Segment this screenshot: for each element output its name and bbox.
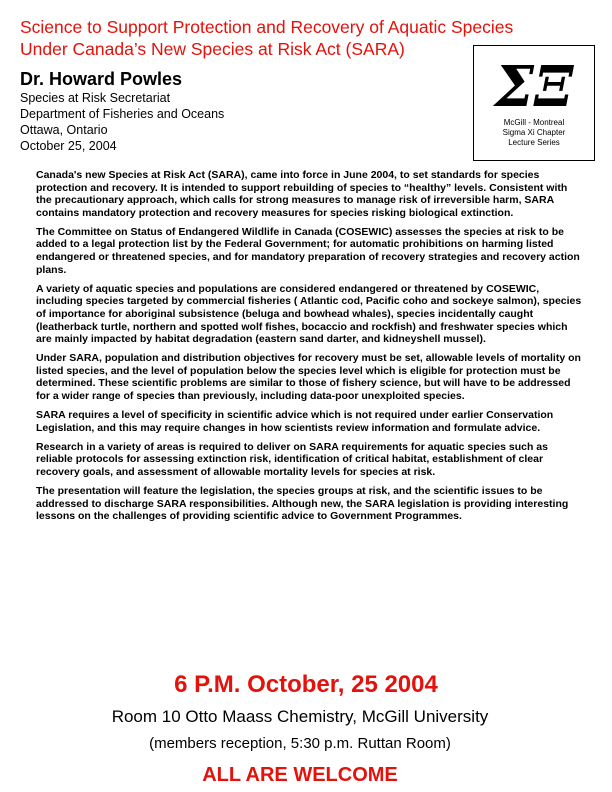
logo-caption-line: Sigma Xi Chapter xyxy=(502,128,566,137)
event-time: 6 P.M. October, 25 2004 xyxy=(174,671,438,698)
abstract-paragraph: Research in a variety of areas is required to deliver on SARA requirements for aquatic species such as reliable protocols for assessing extinction risk, identification of critical habitat, establishment of clear recovery goals, and assessment of allowable mortality levels for species at risk. xyxy=(36,440,548,478)
event-location: Room 10 Otto Maass Chemistry, McGill University xyxy=(111,707,489,726)
affiliation-line: Species at Risk Secretariat xyxy=(20,91,171,105)
abstract-paragraph: The Committee on Status of Endangered Wildlife in Canada (COSEWIC) assesses the species at risk to be added to a legal protection list by the Federal Government; for automatic prohibitions on harming listed endangered or threatened species, and for mandatory preparation of recovery strategies and recovery action plans. xyxy=(36,225,580,276)
speaker-name: Dr. Howard Powles xyxy=(20,69,183,89)
sigma-xi-symbol xyxy=(486,56,582,114)
logo-caption xyxy=(474,118,594,148)
title-line-1: Science to Support Protection and Recovery of Aquatic Species xyxy=(20,17,514,37)
abstract-paragraph: SARA requires a level of specificity in scientific advice which is not required under earlier Conservation Legislation, and this may require changes in how scientists review information and formulate advice. xyxy=(36,409,554,434)
logo-caption-line: McGill - Montreal xyxy=(503,118,565,127)
affiliation-line: Ottawa, Ontario xyxy=(20,123,108,137)
logo-caption-line: Lecture Series xyxy=(508,138,560,147)
event-welcome: ALL ARE WELCOME xyxy=(202,764,398,786)
title-line-2: Under Canada’s New Species at Risk Act (SARA) xyxy=(20,39,405,59)
abstract-paragraph: Under SARA, population and distribution objectives for recovery must be set, allowable levels of mortality on listed species, and the level of population below the species level which is eligible for protection must be determined. These scientific problems are similar to those of fishery science, but will have to be addressed for a wider range of species than previously, including data-poor unexploited species. xyxy=(36,352,581,402)
lecture-date: October 25, 2004 xyxy=(20,139,117,153)
affiliation-line: Department of Fisheries and Oceans xyxy=(20,107,225,121)
abstract-paragraph: Canada's new Species at Risk Act (SARA), came into force in June 2004, to set standards for species protection and recovery. It is intended to support rebuilding of species to “healthy” levels. Consistent with the precautionary approach, which calls for strong measures to manage risk of irreversible harm, SARA contains mandatory protection and recovery measures for species risking biological extinction. xyxy=(36,169,568,219)
abstract-paragraph: The presentation will feature the legislation, the species groups at risk, and the scientific issues to be addressed to discharge SARA responsibilities. Although new, the SARA legislation is providing interesting lessons on the challenges of providing scientific advice to Government Programmes. xyxy=(36,485,569,523)
speaker-affiliation xyxy=(20,90,300,154)
event-reception: (members reception, 5:30 p.m. Ruttan Room) xyxy=(149,735,451,752)
sigma-xi-letters: ΣΞ xyxy=(494,56,574,114)
abstract-paragraph: A variety of aquatic species and populations are considered endangered or threatened by COSEWIC, including species targeted by commercial fisheries ( Atlantic cod, Pacific coho and sockeye salmon), species of importance for aboriginal subsistence (beluga and bowhead whales), species incidentally caught (leatherback turtle, northern and spotted wolf fishes, bocaccio and rockfish) and freshwater species which are mainly impacted by habitat degradation (eastern sand darter, and kidneyshell mussel). xyxy=(36,282,582,346)
abstract-body xyxy=(36,169,582,529)
sigma-xi-logo xyxy=(473,45,595,161)
